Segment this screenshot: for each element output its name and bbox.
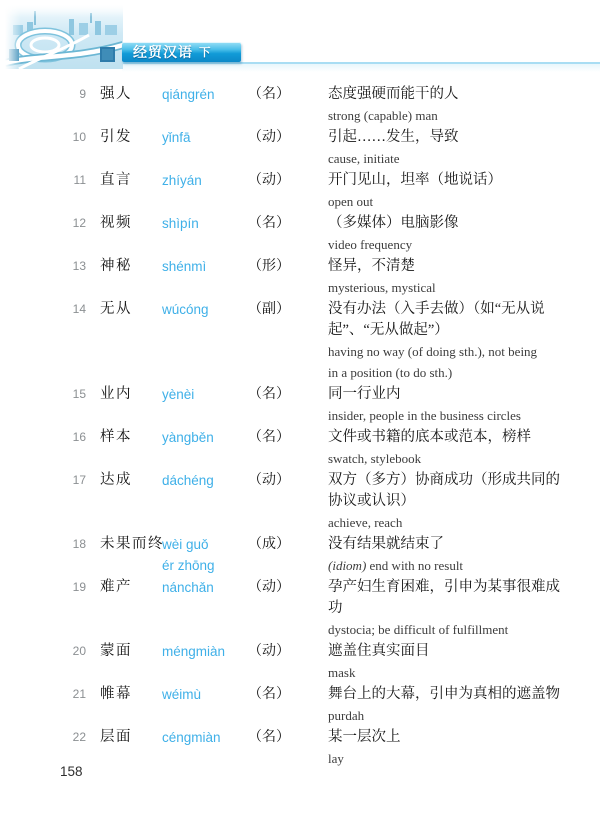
entry-number: 14 (72, 302, 86, 316)
definition-line-en: dystocia; be difficult of fulfillment (328, 622, 509, 637)
entry-pinyin (162, 534, 248, 576)
entry-number: 12 (72, 216, 86, 230)
vocab-row (0, 684, 600, 726)
entry-number: 11 (73, 173, 86, 187)
definition-line-zh: 文件或书籍的底本或范本，榜样 (328, 429, 531, 445)
pinyin-line: céngmiàn (162, 730, 221, 745)
entry-pinyin (162, 170, 248, 212)
entry-definition (328, 470, 600, 533)
pinyin-line: méngmiàn (162, 644, 226, 659)
vocab-row (0, 427, 600, 469)
entry-pinyin (162, 84, 248, 126)
vocab-row (0, 170, 600, 212)
vocab-row (0, 299, 600, 383)
entry-definition (328, 127, 600, 169)
idiom-label: (idiom) (328, 558, 367, 573)
definition-line-zh: 没有结果就结束了 (328, 536, 444, 552)
entry-word: 蒙面 (100, 643, 132, 659)
definition-line-zh: （多媒体）电脑影像 (328, 215, 459, 231)
pinyin-line: yènèi (162, 387, 195, 402)
entry-pinyin (162, 299, 248, 383)
entry-pinyin (162, 641, 248, 683)
vocab-row (0, 84, 600, 126)
definition-line-zh: 怪异，不清楚 (328, 258, 415, 274)
definition-line-en: having no way (of doing sth.), not being (328, 344, 538, 359)
pinyin-line: ér zhōng (162, 558, 215, 573)
entry-pinyin (162, 213, 248, 255)
definition-line-en: mysterious, mystical (328, 280, 436, 295)
entry-pos: （形） (248, 259, 290, 274)
entry-definition (328, 213, 600, 255)
definition-line-zh: 开门见山，坦率（地说话） (328, 172, 502, 188)
entry-pos: （动） (248, 173, 290, 188)
definition-line-en: insider, people in the business circles (328, 408, 521, 423)
entry-word: 未果而终 (100, 536, 164, 552)
entry-definition (328, 641, 600, 683)
pinyin-line: nánchǎn (162, 580, 214, 595)
pinyin-line: wéimù (162, 687, 202, 702)
entry-word: 引发 (100, 129, 132, 145)
definition-line-en: open out (328, 194, 374, 209)
entry-number: 19 (72, 580, 86, 594)
entry-definition (328, 256, 600, 298)
definition-line-zh: 引起……发生，导致 (328, 129, 459, 145)
definition-line-zh: 孕产妇生育困难，引申为某事很难成功 (328, 579, 560, 616)
entry-definition (328, 534, 600, 576)
entry-pos: （名） (248, 730, 290, 745)
entry-pos: （名） (248, 387, 290, 402)
pinyin-line: dáchéng (162, 473, 214, 488)
vocab-row (0, 256, 600, 298)
entry-definition (328, 384, 600, 426)
definition-line-en: cause, initiate (328, 151, 400, 166)
pinyin-line: wèi guǒ (162, 537, 209, 552)
entry-number: 9 (79, 87, 86, 101)
definition-line-zh: 没有办法（入手去做）（如“无从说 (328, 301, 545, 317)
banner-volume: 下 (199, 47, 211, 59)
definition-line-en: video frequency (328, 237, 413, 252)
entry-definition (328, 577, 600, 640)
entry-word: 强人 (100, 86, 132, 102)
definition-line-zh: 遮盖住真实面目 (328, 643, 430, 659)
page-number: 158 (60, 764, 83, 779)
pinyin-line: shìpín (162, 216, 199, 231)
entry-number: 20 (72, 644, 86, 658)
vocab-row (0, 384, 600, 426)
vocab-row (0, 470, 600, 533)
entry-pos: （动） (248, 580, 290, 595)
definition-line-en (328, 555, 574, 576)
vocab-row (0, 727, 600, 769)
entry-definition (328, 427, 600, 469)
chapter-banner (122, 42, 241, 62)
vocab-row (0, 534, 600, 576)
entry-pos: （名） (248, 430, 290, 445)
entry-pos: （副） (248, 302, 290, 317)
entry-number: 16 (72, 430, 86, 444)
entry-pos: （动） (248, 473, 290, 488)
entry-pos: （名） (248, 87, 290, 102)
definition-line-en: purdah (328, 708, 365, 723)
entry-word: 业内 (100, 386, 132, 402)
entry-pos: （动） (248, 130, 290, 145)
entry-word: 达成 (100, 472, 132, 488)
entry-pos: （名） (248, 687, 290, 702)
interchange-photo-graphic (5, 5, 123, 69)
entry-number: 10 (72, 130, 86, 144)
definition-line-zh: 起”、“无从做起”） (328, 322, 449, 338)
interchange-photo (5, 5, 123, 69)
definition-line-zh: 双方（多方）协商成功（形成共同的 (328, 472, 560, 488)
entry-word: 层面 (100, 729, 132, 745)
definition-line-en: strong (capable) man (328, 108, 438, 123)
entry-word: 难产 (100, 579, 132, 595)
pinyin-line: qiángrén (162, 87, 215, 102)
vocab-row (0, 641, 600, 683)
banner-title: 经贸汉语 (133, 44, 193, 60)
vocab-row (0, 127, 600, 169)
pinyin-line: yàngběn (162, 430, 214, 445)
entry-word: 神秘 (100, 258, 132, 274)
entry-pinyin (162, 256, 248, 298)
definition-line-zh: 某一层次上 (328, 729, 401, 745)
entry-definition (328, 684, 600, 726)
entry-number: 21 (72, 687, 86, 701)
entry-number: 15 (72, 387, 86, 401)
definition-line-en: in a position (to do sth.) (328, 365, 453, 380)
entry-pos: （动） (248, 644, 290, 659)
entry-word: 直言 (100, 172, 132, 188)
entry-word: 视频 (100, 215, 132, 231)
header-rule-fade (122, 64, 600, 72)
definition-line-en: achieve, reach (328, 515, 403, 530)
definition-line-zh: 协议或认识） (328, 493, 415, 509)
entry-pinyin (162, 470, 248, 533)
definition-line-en: mask (328, 665, 356, 680)
definition-line-zh: 态度强硬而能干的人 (328, 86, 459, 102)
definition-en-text: end with no result (366, 558, 464, 573)
entry-pinyin (162, 577, 248, 640)
definition-line-en: lay (328, 751, 344, 766)
entry-definition (328, 727, 600, 769)
definition-line-en: swatch, stylebook (328, 451, 422, 466)
entry-word: 样本 (100, 429, 132, 445)
entry-number: 22 (72, 730, 86, 744)
entry-word: 帷幕 (100, 686, 132, 702)
vocab-row (0, 213, 600, 255)
pinyin-line: zhíyán (162, 173, 202, 188)
entry-pinyin (162, 384, 248, 426)
pinyin-line: yǐnfā (162, 130, 191, 145)
entry-pinyin (162, 127, 248, 169)
entry-pinyin (162, 727, 248, 769)
entry-number: 17 (72, 473, 86, 487)
pinyin-line: shénmì (162, 259, 207, 274)
definition-line-zh: 同一行业内 (328, 386, 401, 402)
definition-line-zh: 舞台上的大幕，引申为真相的遮盖物 (328, 686, 560, 702)
pinyin-line: wúcóng (162, 302, 209, 317)
entry-pos: （成） (248, 537, 290, 552)
entry-pinyin (162, 427, 248, 469)
entry-word: 无从 (100, 301, 132, 317)
entry-definition (328, 299, 600, 383)
entry-pinyin (162, 684, 248, 726)
entry-definition (328, 170, 600, 212)
vocabulary-list (0, 84, 600, 770)
entry-number: 13 (72, 259, 86, 273)
vocab-row (0, 577, 600, 640)
entry-definition (328, 84, 600, 126)
entry-number: 18 (72, 537, 86, 551)
entry-pos: （名） (248, 216, 290, 231)
